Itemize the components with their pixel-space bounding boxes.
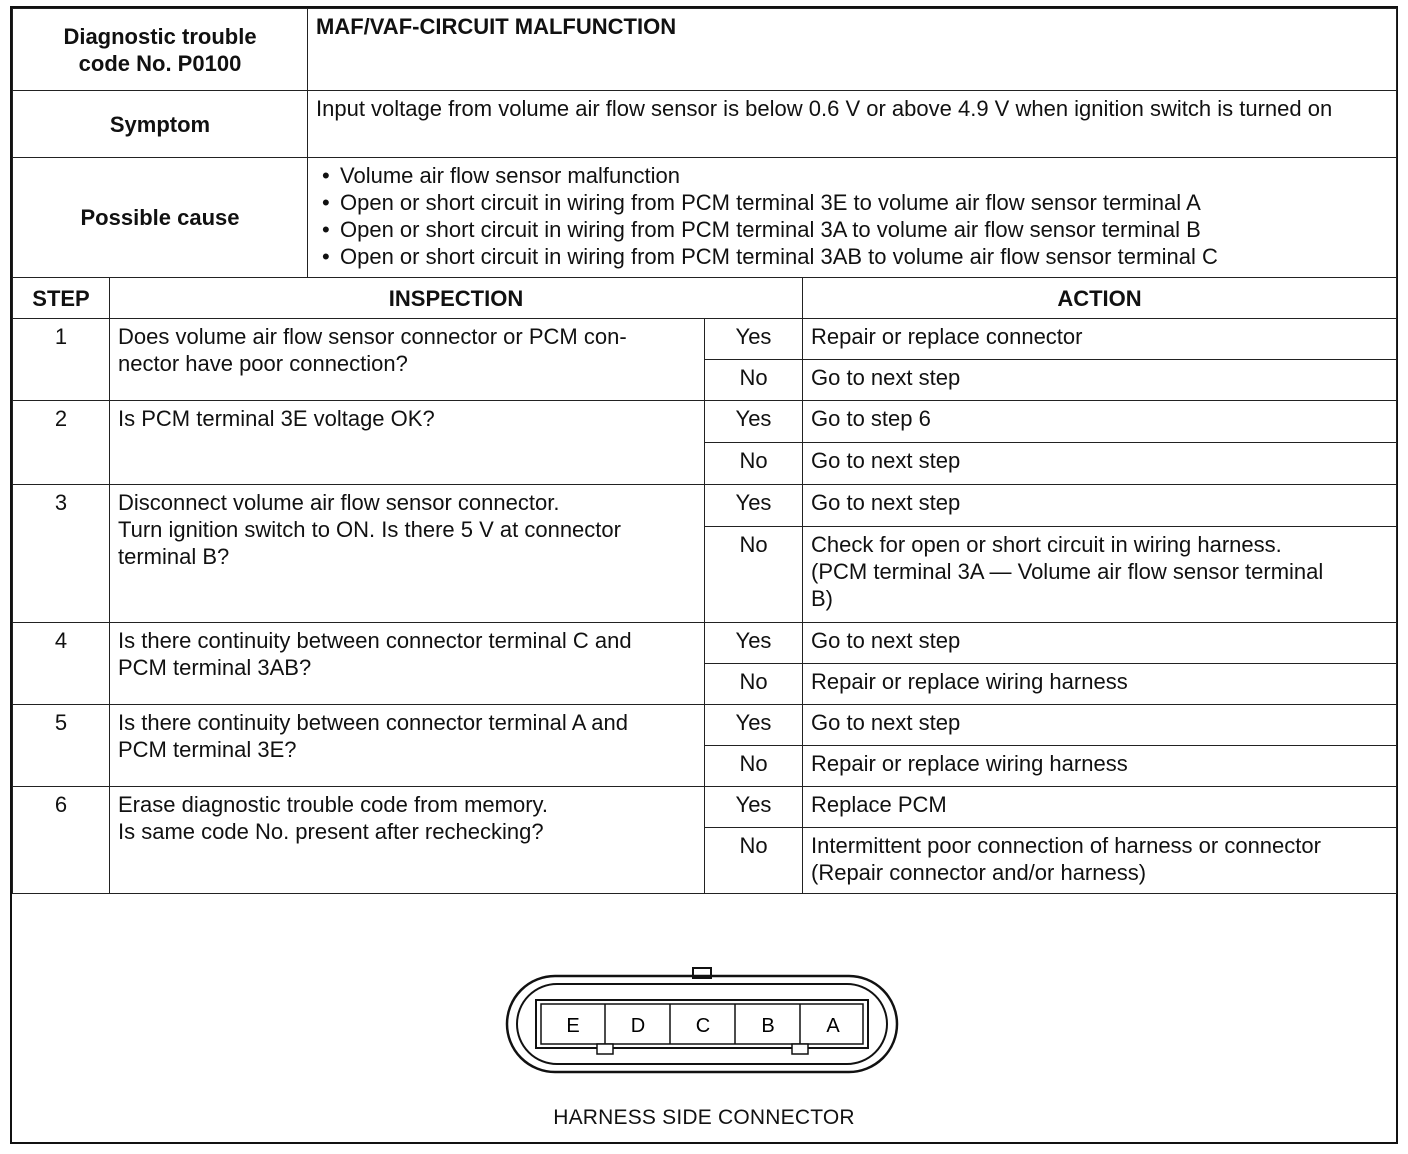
yes-label: Yes bbox=[705, 319, 803, 360]
action-line: (Repair connector and/or harness) bbox=[811, 860, 1147, 885]
no-action: Repair or replace wiring harness bbox=[803, 746, 1397, 787]
terminal-label: A bbox=[826, 1015, 840, 1037]
header-row bbox=[13, 9, 1397, 91]
cause-item: • Open or short circuit in wiring from PCM terminal 3E to volume air flow sensor terminal A bbox=[316, 189, 1388, 216]
step-number: 5 bbox=[13, 705, 110, 787]
inspection-line: Is there continuity between connector terminal C and bbox=[118, 628, 632, 653]
symptom-text: Input voltage from volume air flow sensor is below 0.6 V or above 4.9 V when ignition switch is turned on bbox=[308, 91, 1397, 158]
step-number: 3 bbox=[13, 485, 110, 623]
connector-diagram bbox=[12, 894, 1396, 1144]
step-number: 1 bbox=[13, 319, 110, 401]
inspection-line: Turn ignition switch to ON. Is there 5 V at connector bbox=[118, 517, 621, 542]
inspection-line: Does volume air flow sensor connector or PCM con- bbox=[118, 324, 627, 349]
terminal-label: D bbox=[630, 1015, 646, 1037]
connector-caption: HARNESS SIDE CONNECTOR bbox=[553, 1106, 855, 1129]
inspection-line: Is PCM terminal 3E voltage OK? bbox=[118, 406, 435, 431]
cause-item: • Open or short circuit in wiring from PCM terminal 3AB to volume air flow sensor terminal C bbox=[316, 243, 1388, 270]
terminal-label: B bbox=[761, 1015, 775, 1037]
table-row bbox=[13, 319, 1397, 360]
code-label-line2: code No. P0100 bbox=[78, 50, 242, 76]
cause-item: • Volume air flow sensor malfunction bbox=[316, 162, 1388, 189]
step-inspection bbox=[110, 623, 705, 705]
table-row bbox=[13, 705, 1397, 746]
yes-label: Yes bbox=[705, 787, 803, 828]
no-action bbox=[803, 828, 1397, 894]
step-inspection bbox=[110, 787, 705, 894]
possible-cause-row bbox=[13, 158, 1397, 278]
yes-label: Yes bbox=[705, 401, 803, 443]
no-action: Go to next step bbox=[803, 360, 1397, 401]
step-number: 6 bbox=[13, 787, 110, 894]
no-label: No bbox=[705, 828, 803, 894]
table-row bbox=[13, 623, 1397, 664]
inspection-line: Erase diagnostic trouble code from memory. bbox=[118, 792, 548, 817]
connector-key bbox=[792, 1044, 808, 1054]
no-label: No bbox=[705, 360, 803, 401]
diagnostic-sheet bbox=[10, 6, 1398, 1144]
yes-label: Yes bbox=[705, 623, 803, 664]
yes-label: Yes bbox=[705, 485, 803, 527]
table-row bbox=[13, 787, 1397, 828]
action-line: Check for open or short circuit in wiring harness. bbox=[811, 532, 1282, 557]
no-action: Go to next step bbox=[803, 443, 1397, 485]
step-inspection bbox=[110, 705, 705, 787]
terminal-label: E bbox=[566, 1015, 580, 1037]
page-title: MAF/VAF-CIRCUIT MALFUNCTION bbox=[308, 9, 1397, 91]
step-column-header: STEP bbox=[13, 278, 110, 319]
yes-action: Go to next step bbox=[803, 705, 1397, 746]
step-inspection bbox=[110, 401, 705, 485]
action-column-header: ACTION bbox=[803, 278, 1397, 319]
step-number: 2 bbox=[13, 401, 110, 485]
diagnostic-table bbox=[12, 8, 1397, 894]
inspection-line: Is there continuity between connector terminal A and bbox=[118, 710, 628, 735]
table-row bbox=[13, 401, 1397, 443]
yes-action: Replace PCM bbox=[803, 787, 1397, 828]
action-line: Intermittent poor connection of harness or connector bbox=[811, 833, 1321, 858]
no-label: No bbox=[705, 443, 803, 485]
symptom-label: Symptom bbox=[13, 91, 308, 158]
table-row bbox=[13, 485, 1397, 527]
inspection-line: Is same code No. present after rechecking? bbox=[118, 819, 544, 844]
yes-label: Yes bbox=[705, 705, 803, 746]
no-label: No bbox=[705, 527, 803, 623]
step-inspection bbox=[110, 319, 705, 401]
code-label-line1: Diagnostic trouble bbox=[63, 23, 257, 49]
no-label: No bbox=[705, 664, 803, 705]
inspection-column-header: INSPECTION bbox=[110, 278, 803, 319]
yes-action: Go to step 6 bbox=[803, 401, 1397, 443]
action-line: B) bbox=[811, 586, 833, 611]
symptom-row bbox=[13, 91, 1397, 158]
yes-action: Repair or replace connector bbox=[803, 319, 1397, 360]
inspection-line: terminal B? bbox=[118, 544, 230, 569]
no-label: No bbox=[705, 746, 803, 787]
yes-action: Go to next step bbox=[803, 623, 1397, 664]
inspection-line: PCM terminal 3E? bbox=[118, 737, 297, 762]
step-number: 4 bbox=[13, 623, 110, 705]
no-action: Repair or replace wiring harness bbox=[803, 664, 1397, 705]
inspection-line: Disconnect volume air flow sensor connector. bbox=[118, 490, 560, 515]
step-inspection bbox=[110, 485, 705, 623]
possible-cause-cell bbox=[308, 158, 1397, 278]
possible-cause-label: Possible cause bbox=[13, 158, 308, 278]
connector-key bbox=[597, 1044, 613, 1054]
possible-cause-list bbox=[316, 162, 1388, 270]
inspection-line: nector have poor connection? bbox=[118, 351, 408, 376]
inspection-line: PCM terminal 3AB? bbox=[118, 655, 312, 680]
cause-item: • Open or short circuit in wiring from PCM terminal 3A to volume air flow sensor terminal B bbox=[316, 216, 1388, 243]
no-action bbox=[803, 527, 1397, 623]
code-label-cell bbox=[13, 9, 308, 91]
action-line: (PCM terminal 3A — Volume air flow sensor terminal bbox=[811, 559, 1324, 584]
terminal-label: C bbox=[695, 1015, 711, 1037]
yes-action: Go to next step bbox=[803, 485, 1397, 527]
column-header-row bbox=[13, 278, 1397, 319]
connector-drawing bbox=[12, 894, 1396, 1104]
